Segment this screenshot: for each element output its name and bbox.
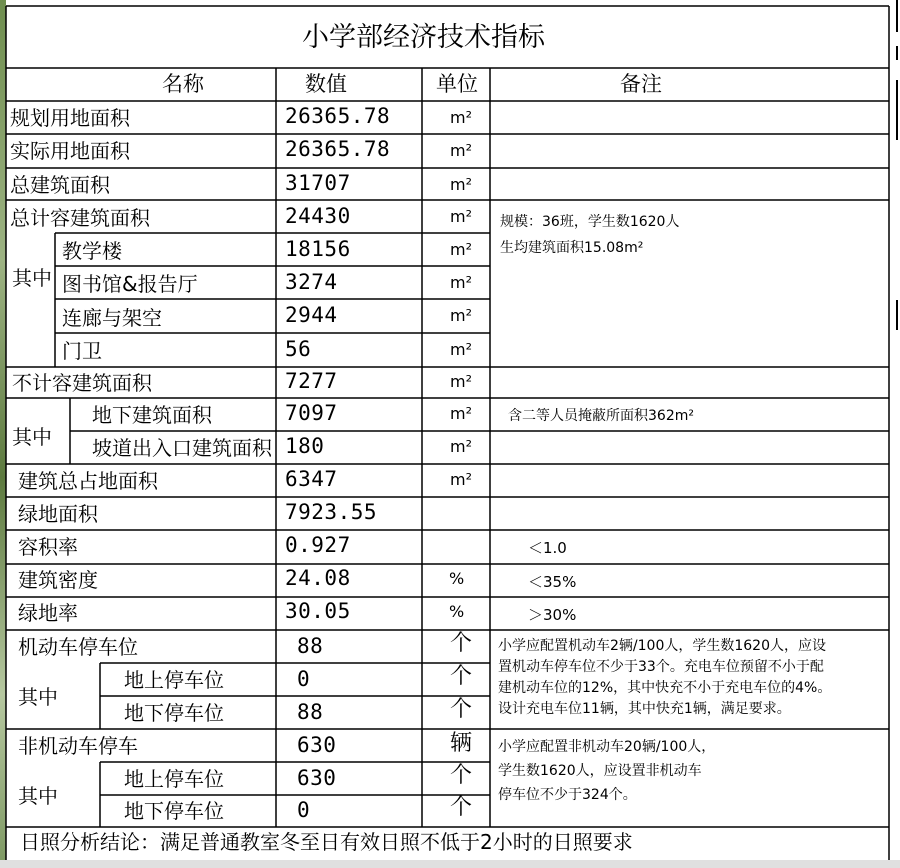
row-unit: m²: [450, 306, 472, 325]
row-unit: m²: [450, 240, 472, 259]
row-name: 坡道出入口建筑面积: [92, 436, 272, 460]
remark-bike: 学生数1620人，应设置非机动车: [498, 763, 702, 779]
group-label: 其中: [12, 266, 52, 290]
row-value: 88: [297, 634, 324, 658]
row-unit: 个: [450, 697, 473, 722]
row-name: 实际用地面积: [10, 139, 130, 163]
remark-parking: 设计充电车位11辆，其中快充1辆，满足要求。: [498, 701, 791, 717]
row-value: 630: [297, 733, 337, 757]
row-name: 绿地面积: [18, 502, 98, 526]
remark-far: ＜1.0: [528, 539, 567, 557]
row-value: 26365.78: [285, 137, 391, 161]
row-unit: m²: [450, 470, 472, 489]
row-unit: m²: [450, 108, 472, 127]
remark-parking: 建机动车位的12%，其中快充不小于充电车位的4%。: [498, 680, 832, 696]
row-name: 图书馆&报告厅: [62, 272, 198, 296]
row-unit: m²: [450, 207, 472, 226]
row-unit: m²: [450, 404, 472, 423]
remark-bike: 小学应配置非机动车20辆/100人，: [498, 739, 716, 755]
row-name: 总计容建筑面积: [10, 206, 150, 230]
row-name: 教学楼: [62, 239, 122, 263]
row-value: 630: [297, 766, 337, 790]
remark-scale: 规模：36班，学生数1620人: [500, 214, 680, 230]
row-value: 0: [297, 798, 311, 822]
row-value: 88: [297, 700, 324, 724]
header-name: 名称: [162, 72, 204, 96]
row-name: 绿地率: [18, 601, 78, 625]
row-name: 建筑密度: [18, 568, 98, 592]
header-unit: 单位: [436, 72, 478, 96]
row-value: 3274: [285, 270, 338, 294]
remark-parking: 小学应配置机动车2辆/100人，学生数1620人，应设: [498, 638, 826, 654]
row-name: 建筑总占地面积: [18, 469, 158, 493]
remark-bike: 停车位不少于324个。: [498, 787, 637, 803]
group-label: 其中: [12, 425, 52, 449]
row-name: 地下停车位: [124, 799, 224, 823]
row-name: 地上停车位: [124, 767, 224, 791]
row-value: 31707: [285, 171, 351, 195]
row-name: 连廊与架空: [62, 306, 162, 330]
row-unit: m²: [450, 372, 472, 391]
row-unit: %: [449, 569, 465, 588]
row-name: 门卫: [62, 339, 102, 363]
row-name: 机动车停车位: [18, 635, 138, 659]
row-unit: m²: [450, 175, 472, 194]
row-unit: m²: [450, 340, 472, 359]
row-unit: m²: [450, 437, 472, 456]
page-title: 小学部经济技术指标: [302, 22, 545, 53]
row-name: 总建筑面积: [10, 173, 110, 197]
row-value: 2944: [285, 303, 338, 327]
row-unit: 个: [450, 664, 473, 689]
row-name: 地下建筑面积: [92, 403, 212, 427]
row-name: 容积率: [18, 535, 78, 559]
row-value: 6347: [285, 467, 338, 491]
group-label: 其中: [18, 685, 58, 709]
row-value: 7277: [285, 369, 338, 393]
row-value: 0.927: [285, 533, 351, 557]
row-unit: 辆: [450, 731, 473, 756]
row-name: 规划用地面积: [10, 106, 130, 130]
row-name: 非机动车停车: [18, 734, 138, 758]
row-value: 0: [297, 667, 311, 691]
row-value: 30.05: [285, 599, 351, 623]
row-value: 7923.55: [285, 500, 378, 524]
remark-per-student: 生均建筑面积15.08m²: [500, 240, 644, 256]
row-unit: 个: [450, 763, 473, 788]
remark-parking: 置机动车停车位不少于33个。充电车位预留不小于配: [498, 659, 824, 675]
header-value: 数值: [305, 72, 347, 96]
row-value: 7097: [285, 401, 338, 425]
row-unit: m²: [450, 273, 472, 292]
sunlight-conclusion: 日照分析结论：满足普通教室冬至日有效日照不低于2小时的日照要求: [20, 830, 633, 854]
row-value: 18156: [285, 237, 351, 261]
row-name: 不计容建筑面积: [12, 371, 152, 395]
header-remark: 备注: [620, 72, 662, 96]
row-name: 地上停车位: [124, 668, 224, 692]
row-value: 26365.78: [285, 104, 391, 128]
row-value: 56: [285, 337, 312, 361]
group-label: 其中: [18, 784, 58, 808]
remark-density: ＜35%: [528, 573, 577, 591]
row-value: 24.08: [285, 566, 351, 590]
remark-green: ＞30%: [528, 606, 577, 624]
row-unit: %: [449, 602, 465, 621]
row-value: 24430: [285, 204, 351, 228]
row-unit: 个: [450, 795, 473, 820]
row-unit: m²: [450, 141, 472, 160]
row-value: 180: [285, 434, 325, 458]
row-unit: 个: [450, 631, 473, 656]
row-name: 地下停车位: [124, 701, 224, 725]
remark-shelter: 含二等人员掩蔽所面积362m²: [508, 408, 694, 424]
